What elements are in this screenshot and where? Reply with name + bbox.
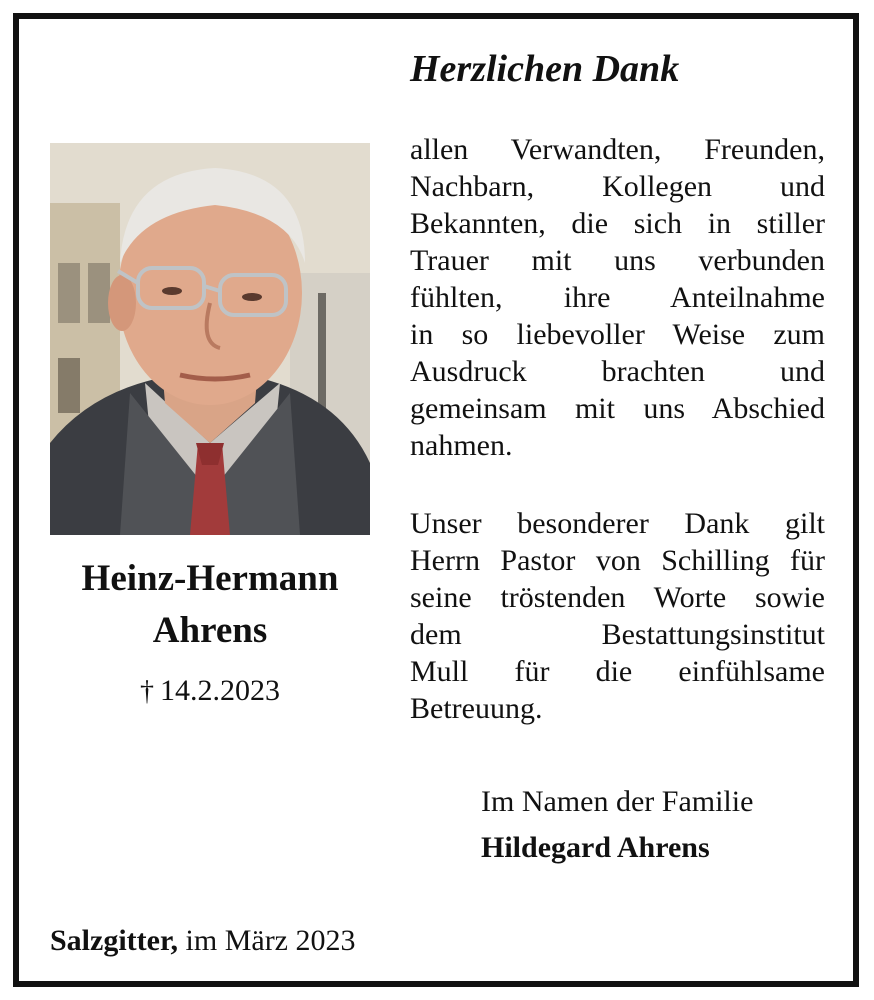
text-line: Herrn Pastor von Schilling für: [410, 544, 825, 577]
text-line: Ausdruck brachten und: [410, 355, 825, 388]
deceased-name: [50, 553, 370, 657]
signature-name: Hildegard Ahrens: [481, 831, 710, 864]
death-date: 14.2.2023: [160, 674, 280, 707]
obituary-notice: [13, 13, 859, 987]
deceased-first-name: Heinz-Hermann: [81, 558, 339, 599]
text-line: Betreuung.: [410, 692, 543, 725]
portrait-photo: [50, 143, 370, 535]
text-line: fühlten, ihre Anteilnahme: [410, 281, 825, 314]
text-line: nahmen.: [410, 429, 513, 462]
text-line: in so liebevoller Weise zum: [410, 318, 825, 351]
death-date-line: [50, 672, 370, 711]
thanks-paragraph-1: [410, 131, 825, 464]
text-line: gemeinsam mit uns Abschied: [410, 392, 825, 425]
place-city: Salzgitter,: [50, 924, 179, 957]
cross-symbol: †: [140, 676, 154, 707]
text-line: Mull für die einfühlsame: [410, 655, 825, 688]
text-line: Nachbarn, Kollegen und: [410, 170, 825, 203]
signature-intro: Im Namen der Familie: [481, 785, 754, 818]
place-and-date: [50, 922, 356, 960]
thanks-heading: Herzlichen Dank: [410, 48, 680, 90]
text-line: Unser besonderer Dank gilt: [410, 507, 825, 540]
text-line: allen Verwandten, Freunden,: [410, 133, 825, 166]
text-line: Bekannten, die sich in stiller: [410, 207, 825, 240]
deceased-last-name: Ahrens: [152, 610, 268, 651]
text-line: seine tröstenden Worte sowie: [410, 581, 825, 614]
place-date: im März 2023: [185, 924, 356, 957]
text-line: Trauer mit uns verbunden: [410, 244, 825, 277]
thanks-paragraph-2: [410, 505, 825, 727]
text-line: dem Bestattungsinstitut: [410, 618, 825, 651]
